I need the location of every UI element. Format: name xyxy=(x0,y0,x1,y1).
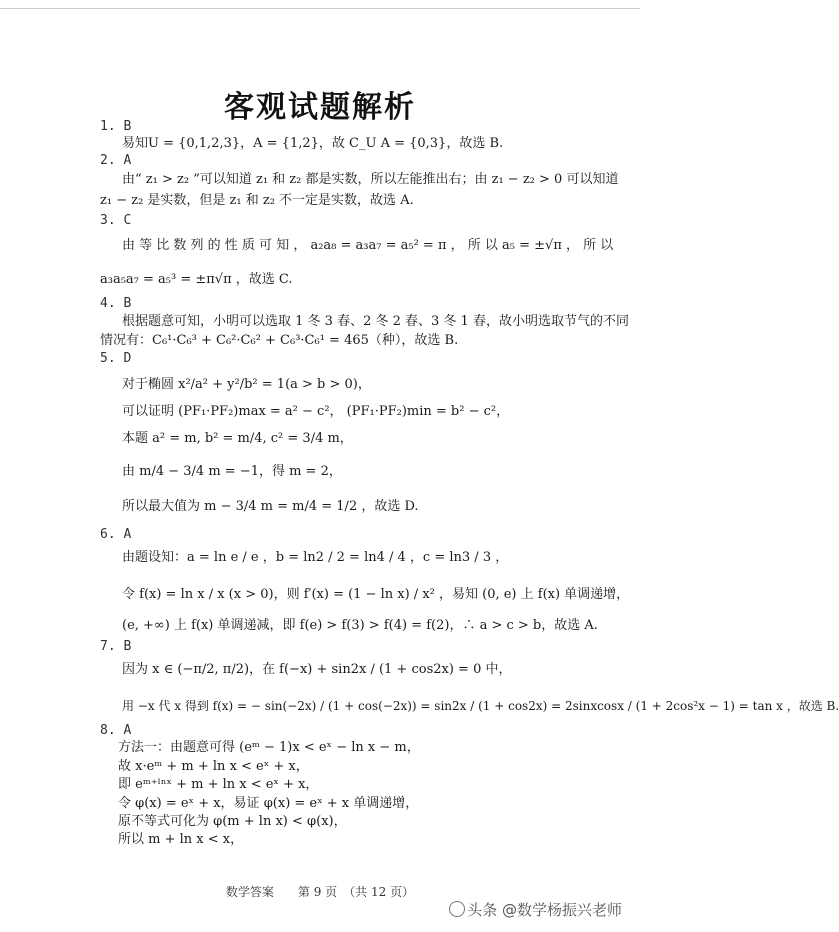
answer-line: a₃a₅a₇ = a₅³ = ±π√π ，故选 C. xyxy=(100,272,293,287)
page-title: 客观试题解析 xyxy=(224,90,416,125)
question-label: 2. A xyxy=(100,153,132,168)
watermark xyxy=(449,899,622,920)
question-label: 8. A xyxy=(100,723,132,738)
answer-line: 可以证明 (PF₁·PF₂)max = a² − c²， (PF₁·PF₂)min = b² − c²， xyxy=(122,404,510,419)
watermark-text: 头条 @数学杨振兴老师 xyxy=(467,901,622,919)
answer-line: 用 −x 代 x 得到 f(x) = − sin(−2x) / (1 + cos(−2x)) = sin2x / (1 + cos2x) = 2sinxcosx / (1 + 2cos²x − 1) = tan x ，故选 B. xyxy=(122,699,839,713)
answer-line: 所以最大值为 m − 3/4 m = m/4 = 1/2 ，故选 D. xyxy=(122,499,419,514)
answer-line: 因为 x ∈ (−π/2, π/2)，在 f(−x) + sin2x / (1 + cos2x) = 0 中， xyxy=(122,662,512,677)
question-label: 3. C xyxy=(100,213,132,228)
answer-line: 所以 m + ln x < x， xyxy=(118,832,244,847)
page-footer: 数学答案 第 9 页 （共 12 页） xyxy=(225,885,415,899)
answer-line: 由题设知：a = ln e / e ，b = ln2 / 2 = ln4 / 4 ，c = ln3 / 3 ， xyxy=(122,550,509,565)
answer-line: 由 m/4 − 3/4 m = −1，得 m = 2， xyxy=(122,464,342,479)
question-label: 7. B xyxy=(100,639,132,654)
answer-line: 对于椭圆 x²/a² + y²/b² = 1(a > b > 0)， xyxy=(122,377,371,392)
watermark-logo-icon xyxy=(449,901,465,917)
answer-line: 令 f(x) = ln x / x (x > 0)，则 f′(x) = (1 − ln x) / x² ，易知 (0, e) 上 f(x) 单调递增， xyxy=(122,587,630,602)
answer-line: 由“ z₁ > z₂ ”可以知道 z₁ 和 z₂ 都是实数，所以左能推出右；由 z₁ − z₂ > 0 可以知道 xyxy=(122,172,619,187)
answer-line: 即 eᵐ⁺ˡⁿˣ + m + ln x < eˣ + x， xyxy=(118,777,319,792)
answer-line: (e, +∞) 上 f(x) 单调递减，即 f(e) > f(3) > f(4) = f(2)，∴ a > c > b，故选 A. xyxy=(122,618,598,633)
answer-line: 情况有：C₆¹·C₆³ + C₆²·C₆² + C₆³·C₆¹ = 465（种），故选 B. xyxy=(100,333,459,348)
answer-line: 令 φ(x) = eˣ + x，易证 φ(x) = eˣ + x 单调递增， xyxy=(118,796,419,811)
question-label: 6. A xyxy=(100,527,132,542)
answer-line: 本题 a² = m, b² = m/4, c² = 3/4 m， xyxy=(122,431,353,446)
answer-line: 故 x·eᵐ + m + ln x < eˣ + x， xyxy=(118,759,309,774)
answer-line: 易知U = {0,1,2,3}，A = {1,2}，故 C_U A = {0,3}，故选 B. xyxy=(122,136,504,151)
answer-line: z₁ − z₂ 是实数，但是 z₁ 和 z₂ 不一定是实数，故选 A. xyxy=(100,193,414,208)
question-label: 5. D xyxy=(100,351,132,366)
top-border xyxy=(0,8,640,9)
answer-line: 原不等式可化为 φ(m + ln x) < φ(x)， xyxy=(118,814,347,829)
question-label: 1. B xyxy=(100,119,132,134)
answer-line: 根据题意可知，小明可以选取 1 冬 3 春、2 冬 2 春、3 冬 1 春，故小明选取节气的不同 xyxy=(122,314,629,329)
question-label: 4. B xyxy=(100,296,132,311)
answer-line: 由 等 比 数 列 的 性 质 可 知 ， a₂a₈ = a₃a₇ = a₅² = π ， 所 以 a₅ = ±√π ， 所 以 xyxy=(122,238,614,253)
answer-line: 方法一：由题意可得 (eᵐ − 1)x < eˣ − ln x − m， xyxy=(118,740,420,755)
